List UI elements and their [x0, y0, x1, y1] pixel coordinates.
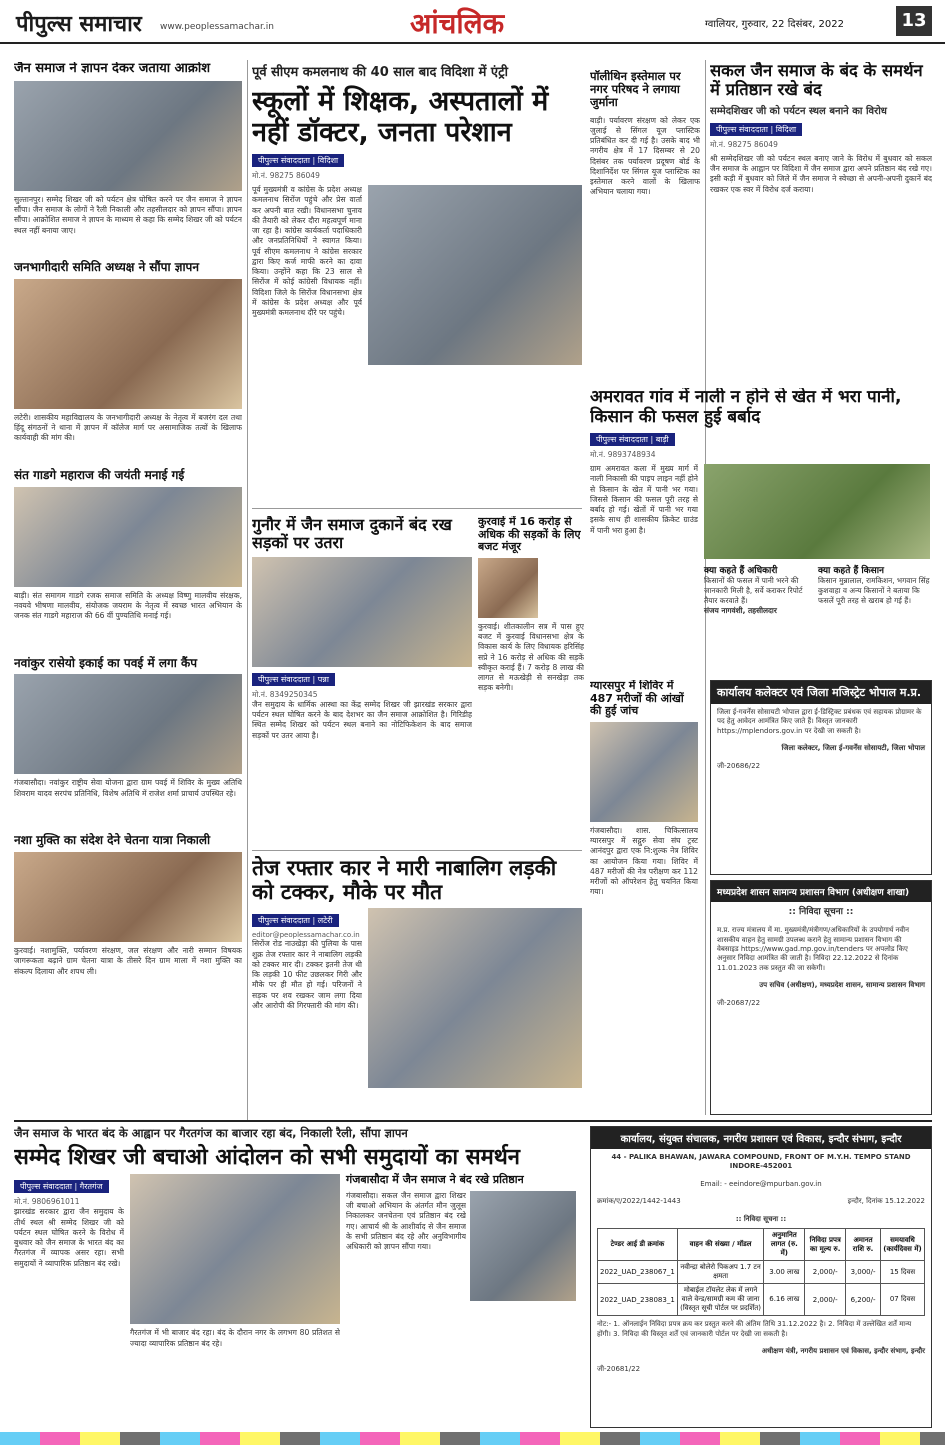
- table-cell: मोबाईल टॉयलेट लेक में लगने वाले वेन्ड/सामग्री कम की जाना (विस्तृत सूची पोर्टल पर प्रदर्शित): [677, 1284, 764, 1316]
- officer-name: संजय नागवंशी, तहसीलदार: [704, 606, 777, 616]
- table-row: [598, 1261, 925, 1284]
- brand-logo: पीपुल्स समाचार: [16, 12, 142, 37]
- dateline: ग्वालियर, गुरुवार, 22 दिसंबर, 2022: [705, 19, 844, 30]
- mobile-number: मो.नं. 9806961011: [14, 1197, 80, 1207]
- news-photo: [590, 722, 698, 822]
- news-photo: [14, 674, 242, 774]
- story-body: गैरतगंज में भी बाजार बंद रहा। बंद के दौरान नगर के लगभग 80 प्रतिशत से ज्यादा व्यापारिक प्रतिष्ठान बंद रहे।: [130, 1328, 340, 1348]
- story-body: श्री सम्मेदशिखर जी को पर्यटन स्थल बनाए जाने के विरोध में बुधवार को सकल जैन समाज के आह्वान पर विदिशा में जैन समाज द्वारा अपने प्रतिष्ठान बंद रखे गए। इसी कड़ी में बुधवार को जिले में जैन समाज ने स्वेच्छा से अपनी-अपनी दुकानें बंद रखकर एक स्वर में विरोध दर्ज कराया।: [710, 153, 932, 194]
- officer-quote: किसानों की फसल में पानी भरने की जानकारी मिली है, सर्वे कराकर रिपोर्ट तैयार करवाते हैं।: [704, 576, 803, 606]
- farmer-quote: किसान मुन्नालाल, रामकिशन, भगवान सिंह कुशवाहा व अन्य किसानों ने बताया कि फसलें पूरी तरह से खराब हो गई हैं।: [818, 576, 930, 606]
- notice-ref-left: क्रमांक/ए/2022/1442-1443: [597, 1197, 681, 1206]
- print-color-bar: [0, 1432, 945, 1445]
- notice-title: मध्यप्रदेश शासन सामान्य प्रशासन विभाग (अधीक्षण शाखा): [711, 881, 931, 902]
- byline: पीपुल्स संवाददाता | विदिशा: [252, 154, 344, 167]
- lead-body: पूर्व मुख्यमंत्री व कांग्रेस के प्रदेश अध्यक्ष कमलनाथ सिरोंज पहुंचे और प्रेस वार्ता कर अपनी बात रखी। विधानसभा चुनाव की तैयारी को लेकर दौरा महत्वपूर्ण माना जा रहा है। कांग्रेस कार्यकर्ता पदाधिकारी और जनप्रतिनिधियों ने स्वागत किया। पूर्व सीएम कमलनाथ ने कांग्रेस सरकार द्वारा किए कर्ज माफी करने का दावा किया। उन्होंने कहा कि 23 साल से सिरोंज में कोई कांग्रेसी विधायक नहीं। विदिशा जिले के सिरोंज विधानसभा क्षेत्र में कांग्रेस के प्रदेश अध्यक्ष और पूर्व मुख्यमंत्री कमलनाथ दौरे पर पहुंचे।: [252, 185, 362, 318]
- bottom-kicker: जैन समाज के भारत बंद के आह्वान पर गैरतगंज का बाजार रहा बंद, निकाली रैली, सौंपा ज्ञापन: [14, 1126, 408, 1140]
- field-photo: [704, 464, 930, 559]
- farmer-quote-title: क्या कहते हैं किसान: [818, 566, 885, 577]
- story-body: सिरोंज रोड नाउखेड़ा की पुलिया के पास शुक्र तेज रफ्तार कार ने नाबालिग लड़की को टक्कर मार दी। टक्कर इतनी तेज थी कि लड़की 10 फीट उछलकर गिरी और मौके पर ही मौत हो गई। परिजनों ने सड़क पर शव रखकर जाम लगा दिया और आरोपी की गिरफ्तारी की मांग की।: [252, 939, 362, 1010]
- table-cell: 2022_UAD_238067_1: [598, 1261, 678, 1284]
- byline: पीपुल्स संवाददाता | विदिशा: [710, 123, 802, 136]
- gunaur-story: [252, 516, 472, 846]
- amravat-story: [590, 388, 932, 678]
- story-body: गंजबासौदा। नवांकुर राष्ट्रीय सेवा योजना द्वारा ग्राम पवई में शिविर के मुख्य अतिथि शिवराम यादव सरपंच प्रतिनिधि, विशेष अतिथि में राजेश शर्मा प्राचार्य उपस्थित रहे।: [14, 778, 242, 798]
- collector-notice: [710, 680, 932, 875]
- story-body: जैन समुदाय के धार्मिक आस्था का केंद्र सम्मेद शिखर जी झारखंड सरकार द्वारा पर्यटन स्थल घोषित करने के बाद देशभर का जैन समाज आक्रोशित है। गिरिडीह स्थित सम्मेद शिखर को पर्यटन स्थल बनाने का नोटिफिकेशन के बाद समाज सड़कों पर उतर आया है।: [252, 699, 472, 740]
- table-header: निविदा प्रपत्र का मूल्य रु.: [805, 1229, 846, 1261]
- news-photo: [14, 852, 242, 942]
- story-body: कुरवाई। नशामुक्ति, पर्यावरण संरक्षण, जल संरक्षण और नारी सम्मान विषयक जागरूकता बढ़ाने ग्राम चेतना यात्रा के तीसरे दिन ग्राम माला में नशा मुक्ति का संकल्प दिलाया और शपथ ली।: [14, 946, 242, 976]
- notice-notes: नोट:- 1. ऑनलाईन निविदा प्रपत्र क्रय कर प्रस्तुत करने की अंतिम तिथि 31.12.2022 है। 2. निविदा में उल्लेखित शर्तें मान्य होंगी। 3. निविदा की विस्तृत शर्तें एवं जानकारी पोर्टल पर देखी जा सकती है।: [597, 1320, 912, 1338]
- row-divider: [252, 508, 582, 509]
- table-row: [598, 1284, 925, 1316]
- mobile-number: मो.नं. 9893748934: [590, 450, 656, 460]
- story-body: लटेरी। शासकीय महाविद्यालय के जनभागीदारी अध्यक्ष के नेतृत्व में बजरंग दल तथा हिंदू संगठनों ने थाना में ज्ञापन में कॉलेज मार्ग पर असामाजिक तत्वों के खिलाफ कार्यवाही की मांग की।: [14, 412, 242, 443]
- story-headline: जैन समाज ने ज्ञापन देकर जताया आक्रोश: [14, 62, 211, 76]
- table-cell: 2,000/-: [805, 1261, 846, 1284]
- notice-signature: जिला कलेक्टर, जिला ई-गवर्नेंस सोसायटी, जिला भोपाल: [781, 744, 925, 753]
- news-photo: [368, 908, 582, 1088]
- story-headline: पॉलीथिन इस्तेमाल पर नगर परिषद ने लगाया जुर्माना: [590, 70, 681, 110]
- story-body: गंजबासौदा। शास. चिकित्सालय ग्यारसपुर में सद्गुरु सेवा संघ ट्रस्ट आनंदपुर द्वारा एक नि:शुल्क नेत्र शिविर का आयोजन किया गया। शिविर में 487 मरीजों की नेत्र परीक्षण कर 112 मरीजों को ऑपरेशन हेतु चयनित किया गया।: [590, 825, 698, 897]
- table-header: समयावधि (कार्यदिवस में): [880, 1229, 924, 1261]
- notice-signature: अधीक्षण यंत्री, नगरीय प्रशासन एवं विकास, इन्दौर संभाग, इन्दौर: [761, 1347, 925, 1356]
- mobile-number: मो.नं. 98275 86049: [710, 139, 778, 149]
- news-photo: [14, 81, 242, 191]
- jain-band-story: [710, 62, 932, 382]
- notice-body: म.प्र. राज्य मंत्रालय में मा. मुख्यमंत्री/मंत्रीगण/अधिकारियों के उपयोगार्थ नवीन शासकीय वाहन हेतु सामग्री उपलब्ध कराने हेतु सामान्य प्रशासन विभाग की वेबसाइड https://www.gad.mp.gov.in/tenders पर अपलोड किए अनुसार निविदा आमंत्रित की जाती है। निविदा 22.12.2022 से दिनांक 11.01.2023 तक प्रस्तुत की जा सकेगी।: [717, 926, 909, 972]
- notice-title: कार्यालय, संयुक्त संचालक, नगरीय प्रशासन एवं विकास, इन्दौर संभाग, इन्दौर: [591, 1127, 931, 1149]
- table-cell: 07 दिवस: [880, 1284, 924, 1316]
- notice-ref: जी-20687/22: [717, 998, 761, 1007]
- story-body: बाड़ी। संत समागम गाडगे रजक समाज समिति के अध्यक्ष विष्णु मालवीय संरक्षक, नवयवे भीषणा मालवीय, संयोजक जयराम के नेतृत्व में स्वच्छ भारत अभियान के जनक संत गाडगे महाराज की 66 वीं पुण्यतिथि मनाई गई।: [14, 590, 242, 621]
- table-cell: 2022_UAD_238083_1: [598, 1284, 678, 1316]
- story-headline: गंजबासौदा में जैन समाज ने बंद रखे प्रतिष्ठान: [346, 1173, 524, 1187]
- story-body: बाड़ी। पर्यावरण संरक्षण को लेकर एक जुलाई से सिंगल यूज प्लास्टिक प्रतिबंधित कर दी गई है। उसके बाद भी नगरीय क्षेत्र में 17 दिसम्बर से 20 दिसंबर तक पर्यावरण प्रदूषण बोर्ड के दिशानिर्देश पर सिंगल यूज प्लास्टिक का इस्तेमाल करने वालों के खिलाफ अभियान चलाया गया।: [590, 115, 700, 197]
- table-header: टेण्डर आई डी क्रमांक: [598, 1229, 678, 1261]
- byline: पीपुल्स संवाददाता | बाड़ी: [590, 433, 675, 446]
- row-divider: [252, 850, 582, 851]
- tender-table: [597, 1228, 925, 1316]
- story-headline: तेज रफ्तार कार ने मारी नाबालिग लड़की को टक्कर, मौके पर मौत: [252, 856, 557, 905]
- byline: पीपुल्स संवाददाता | पन्ना: [252, 673, 335, 686]
- table-cell: 3.00 लाख: [764, 1261, 805, 1284]
- lead-story: [252, 62, 582, 502]
- notice-signature: उप सचिव (अधीक्षण), मध्यप्रदेश शासन, सामान्य प्रशासन विभाग: [759, 981, 925, 990]
- notice-ref: जी-20681/22: [597, 1364, 641, 1373]
- table-cell: 3,000/-: [846, 1261, 881, 1284]
- brand-url[interactable]: www.peoplessamachar.in: [160, 22, 274, 32]
- story-headline: ग्यारसपुर में शिविर में 487 मरीजों की आंखों की हुई जांच: [590, 680, 684, 718]
- byline: पीपुल्स संवाददाता | गैरतगंज: [14, 1180, 109, 1193]
- notice-email[interactable]: Email: - eeindore@mpurban.gov.in: [700, 1179, 822, 1188]
- table-header: वाहन की संख्या / मॉडल: [677, 1229, 764, 1261]
- table-cell: नवीन्द्रा बोलेरो पिकअप 1.7 टन क्षमता: [677, 1261, 764, 1284]
- mobile-number: मो.नं. 98275 86049: [252, 171, 320, 181]
- story-body: झारखंड सरकार द्वारा जैन समुदाय के तीर्थ स्थल श्री सम्मेद शिखर जी को पर्यटन स्थल घोषित करने के विरोध में बुधवार को जैन समाज के भारत बंद का गैरतगंज में व्यापक असर रहा। सभी समुदायों ने व्यापारिक प्रतिष्ठान बंद रखे।: [14, 1207, 124, 1268]
- lead-headline: स्कूलों में शिक्षक, अस्पतालों में नहीं डॉक्टर, जनता परेशान: [252, 86, 549, 149]
- table-cell: 2,000/-: [805, 1284, 846, 1316]
- mobile-number: मो.नं. 8349250345: [252, 689, 318, 699]
- story-headline: अमरावत गांव में नाली न होने से खेत में भरा पानी, किसान की फसल हुई बर्बाद: [590, 388, 902, 427]
- notice-body: जिला ई-गवर्नेंस सोसायटी भोपाल द्वारा ई-डिस्ट्रिक्ट प्रबंधक एवं सहायक प्रोग्रामर के पद हेतु आवेदन आमंत्रित किए जाते हैं। विस्तृत जानकारी https://mplendors.gov.in पर देखी जा सकती है।: [717, 708, 922, 735]
- bottom-headline: सम्मेद शिखर जी बचाओ आंदोलन को सभी समुदायों का समर्थन: [14, 1145, 521, 1170]
- news-photo: [252, 557, 472, 667]
- table-cell: 6.16 लाख: [764, 1284, 805, 1316]
- gyaraspur-story: [590, 680, 698, 1120]
- mla-photo: [478, 558, 538, 618]
- masthead: [0, 0, 945, 44]
- table-header: अमानत राशि रु.: [846, 1229, 881, 1261]
- story-headline: कुरवाई में 16 करोड़ से अधिक की सड़कों के लिए बजट मंजूर: [478, 516, 581, 554]
- notice-subtitle: :: निविदा सूचना ::: [735, 1214, 787, 1223]
- email-link[interactable]: editor@peoplessamachar.co.in: [252, 931, 360, 940]
- story-headline: नवांकुर रासेयो इकाई का पवई में लगा कैंप: [14, 655, 198, 670]
- notice-ref: जी-20686/22: [717, 761, 761, 770]
- notice-ref-right: इन्दौर, दिनांक 15.12.2022: [847, 1197, 925, 1206]
- byline: पीपुल्स संवाददाता | लटेरी: [252, 914, 339, 927]
- notice-title: कार्यालय कलेक्टर एवं जिला मजिस्ट्रेट भोपाल म.प्र.: [711, 681, 931, 704]
- story-headline: नशा मुक्ति का संदेश देने चेतना यात्रा निकाली: [14, 833, 211, 848]
- story-headline: गुनौर में जैन समाज दुकानें बंद रख सड़कों पर उतरा: [252, 516, 452, 553]
- notice-subtitle: :: निविदा सूचना ::: [788, 907, 854, 917]
- indore-tender-notice: [590, 1126, 932, 1428]
- rally-photo: [130, 1174, 340, 1324]
- news-photo: [14, 279, 242, 409]
- kurwai-story: [478, 516, 584, 846]
- accident-story: [252, 856, 582, 1118]
- news-photo: [14, 487, 242, 587]
- section-title: आंचलिक: [410, 7, 505, 40]
- story-body: कुरवाई। शीतकालीन सत्र में पास हुए बजट में कुरवाई विधानसभा क्षेत्र के विकास कार्य के लिए विधायक हरिसिंह सप्रे ने 16 करोड़ से अधिक की सड़कें स्वीकृत कराई हैं। 7 करोड़ 8 लाख की लागत से मऊखेड़ी से सनखेड़ा तक सड़क बनेगी।: [478, 621, 584, 693]
- table-header: अनुमानित लागत (रु. में): [764, 1229, 805, 1261]
- story-headline: सकल जैन समाज के बंद के समर्थन में प्रतिष्ठान रखे बंद: [710, 62, 923, 99]
- lead-kicker: पूर्व सीएम कमलनाथ की 40 साल बाद विदिशा में एंट्री: [252, 65, 508, 80]
- bottom-lead-story: [14, 1126, 584, 1426]
- column-divider: [247, 60, 248, 1120]
- story-body: गंजबासौदा। सकल जैन समाज द्वारा शिखर जी बचाओ अभियान के अंतर्गत मौन जुलूस निकालकर जनचेतना एवं प्रतिष्ठान बंद रखे गए। आचार्य श्री के आशीर्वाद से जैन समाज के सभी प्रतिष्ठान बंद रहे और अनुविभागीय अधिकारी को ज्ञापन सौंपा गया।: [346, 1190, 466, 1252]
- page-number: 13: [896, 6, 932, 36]
- left-column: [14, 62, 242, 1117]
- section-divider: [14, 1120, 932, 1122]
- story-body: ग्राम अमरावत कला में मुख्य मार्ग में नाली निकासी की पाइप लाइन नहीं होने से किसान के खेत में पानी भर गया। जिससे किसान की फसल पूरी तरह से बर्बाद हो गई। खेतों में पानी भर गया इसके साथ ही शासकीय क्रिकेट ग्राउंड में पानी भरा हुआ है।: [590, 464, 698, 535]
- story-headline: संत गाडगे महाराज की जयंती मनाई गई: [14, 467, 185, 482]
- officer-quote-title: क्या कहते हैं अधिकारी: [704, 566, 778, 577]
- notice-address: 44 - PALIKA BHAWAN, JAWARA COMPOUND, FRONT OF M.Y.H. TEMPO STAND INDORE-452001: [611, 1153, 911, 1171]
- lead-photo: [368, 185, 582, 365]
- market-photo: [470, 1191, 576, 1301]
- gad-notice: [710, 880, 932, 1115]
- table-cell: 6,200/-: [846, 1284, 881, 1316]
- story-headline: जनभागीदारी समिति अध्यक्ष ने सौंपा ज्ञापन: [14, 259, 200, 274]
- table-cell: 15 दिवस: [880, 1261, 924, 1284]
- story-subhead: सम्मेदशिखर जी को पर्यटन स्थल बनाने का विरोध: [710, 105, 887, 117]
- story-body: सुल्तानपुर। सम्मेद शिखर जी को पर्यटन क्षेत्र घोषित करने पर जैन समाज ने ज्ञापन सौंपा। जैन समाज के लोगों ने रैली निकाली और तहसीलदार को ज्ञापन सौंपा। ज्ञापन सौंपा। आक्रोशित समाज ने ज्ञापन के माध्यम से कहा कि सम्मेद शिखर जी को पर्यटन स्थल नहीं बनाया जाए।: [14, 194, 242, 235]
